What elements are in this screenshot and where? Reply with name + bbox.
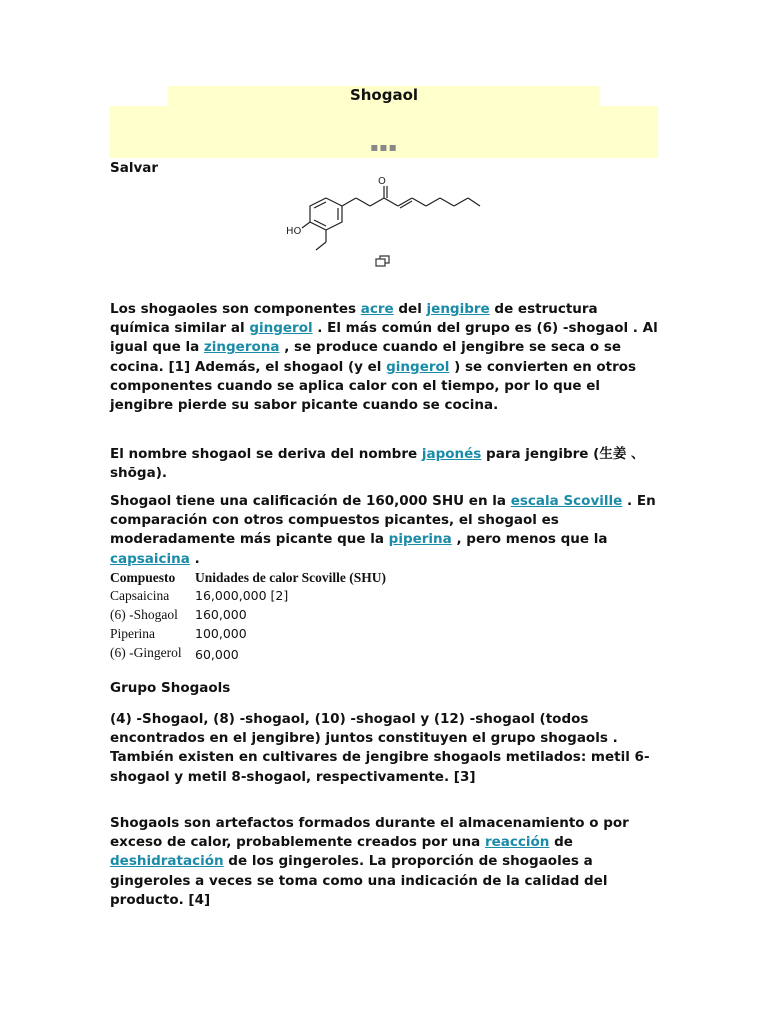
link-japones[interactable]: japonés <box>421 446 482 462</box>
link-acre[interactable]: acre <box>360 301 394 317</box>
hydroxyl-label: HO <box>286 226 302 237</box>
table-cell: 60,000 <box>195 647 239 662</box>
link-capsaicina[interactable]: capsaicina <box>110 550 190 567</box>
table-row <box>110 588 386 607</box>
page-title: Shogaol <box>349 86 419 104</box>
link-gingerol-2[interactable]: gingerol <box>386 358 450 375</box>
link-escala-scoville[interactable]: escala Scoville <box>510 493 623 509</box>
link-gingerol[interactable]: gingerol <box>249 320 313 337</box>
table-cell: Piperina <box>110 626 155 641</box>
table-header-row <box>110 570 386 588</box>
oxygen-label: O <box>378 176 386 187</box>
table-cell: Capsaicina <box>110 588 170 603</box>
paragraph-intro: Los shogaoles son componentes acre del jengibre de estructura química similar al gingerol . El más común del grupo es (6) -shogaol . Al igual que la zingerona , se produce cuando el jengibre se seca o se cocina. [1] Además, el shogaol (y el gingerol ) se convierten en otros componentes cuando se aplica calor con el tiempo, por lo que el jengibre pierde su sabor picante cuando se cocina. <box>110 301 658 414</box>
more-dots[interactable]: ▪▪▪ <box>370 140 398 154</box>
table-cell: 100,000 <box>195 626 247 641</box>
table-row <box>110 607 386 626</box>
link-reaccion[interactable]: reacción <box>484 834 550 851</box>
table-row <box>110 626 386 645</box>
link-deshidratacion[interactable]: deshidratación <box>110 853 224 870</box>
link-jengibre[interactable]: jengibre <box>426 301 490 317</box>
table-header: Compuesto <box>110 570 176 585</box>
save-link[interactable]: Salvar <box>110 160 159 176</box>
paragraph-name-origin: El nombre shogaol se deriva del nombre japonés para jengibre (生姜 、 shōga). <box>110 446 645 482</box>
table-cell: 16,000,000 [2] <box>195 588 289 603</box>
link-piperina[interactable]: piperina <box>388 531 452 548</box>
link-zingerona[interactable]: zingerona <box>203 339 280 356</box>
section-heading: Grupo Shogaols <box>110 680 231 696</box>
table-cell: 160,000 <box>195 607 247 622</box>
paragraph-scoville: Shogaol tiene una calificación de 160,000 SHU en la escala Scoville . En comparación con otros compuestos picantes, el shogaol es moderadamente más picante que la piperina , pero menos que la capsaicina . <box>110 493 656 567</box>
expand-icon[interactable] <box>375 254 391 268</box>
paragraph-artifacts: Shogaols son artefactos formados durante el almacenamiento o por exceso de calor, probablemente creados por una reacción de deshidratación de los gingeroles. La proporción de shogaoles a gingeroles a veces se toma como una indicación de la calidad del producto. [4] <box>110 815 629 908</box>
table-cell: (6) -Gingerol <box>110 645 182 660</box>
shu-table <box>110 570 386 664</box>
table-cell: (6) -Shogaol <box>110 607 178 622</box>
paragraph-group: (4) -Shogaol, (8) -shogaol, (10) -shogaol y (12) -shogaol (todos encontrados en el jengibre) juntos constituyen el grupo shogaols . También existen en cultivares de jengibre shogaols metilados: metil 6-shogaol y metil 8-shogaol, respectivamente. [3] <box>110 711 650 785</box>
table-header: Unidades de calor Scoville (SHU) <box>195 570 387 585</box>
table-row <box>110 645 386 664</box>
